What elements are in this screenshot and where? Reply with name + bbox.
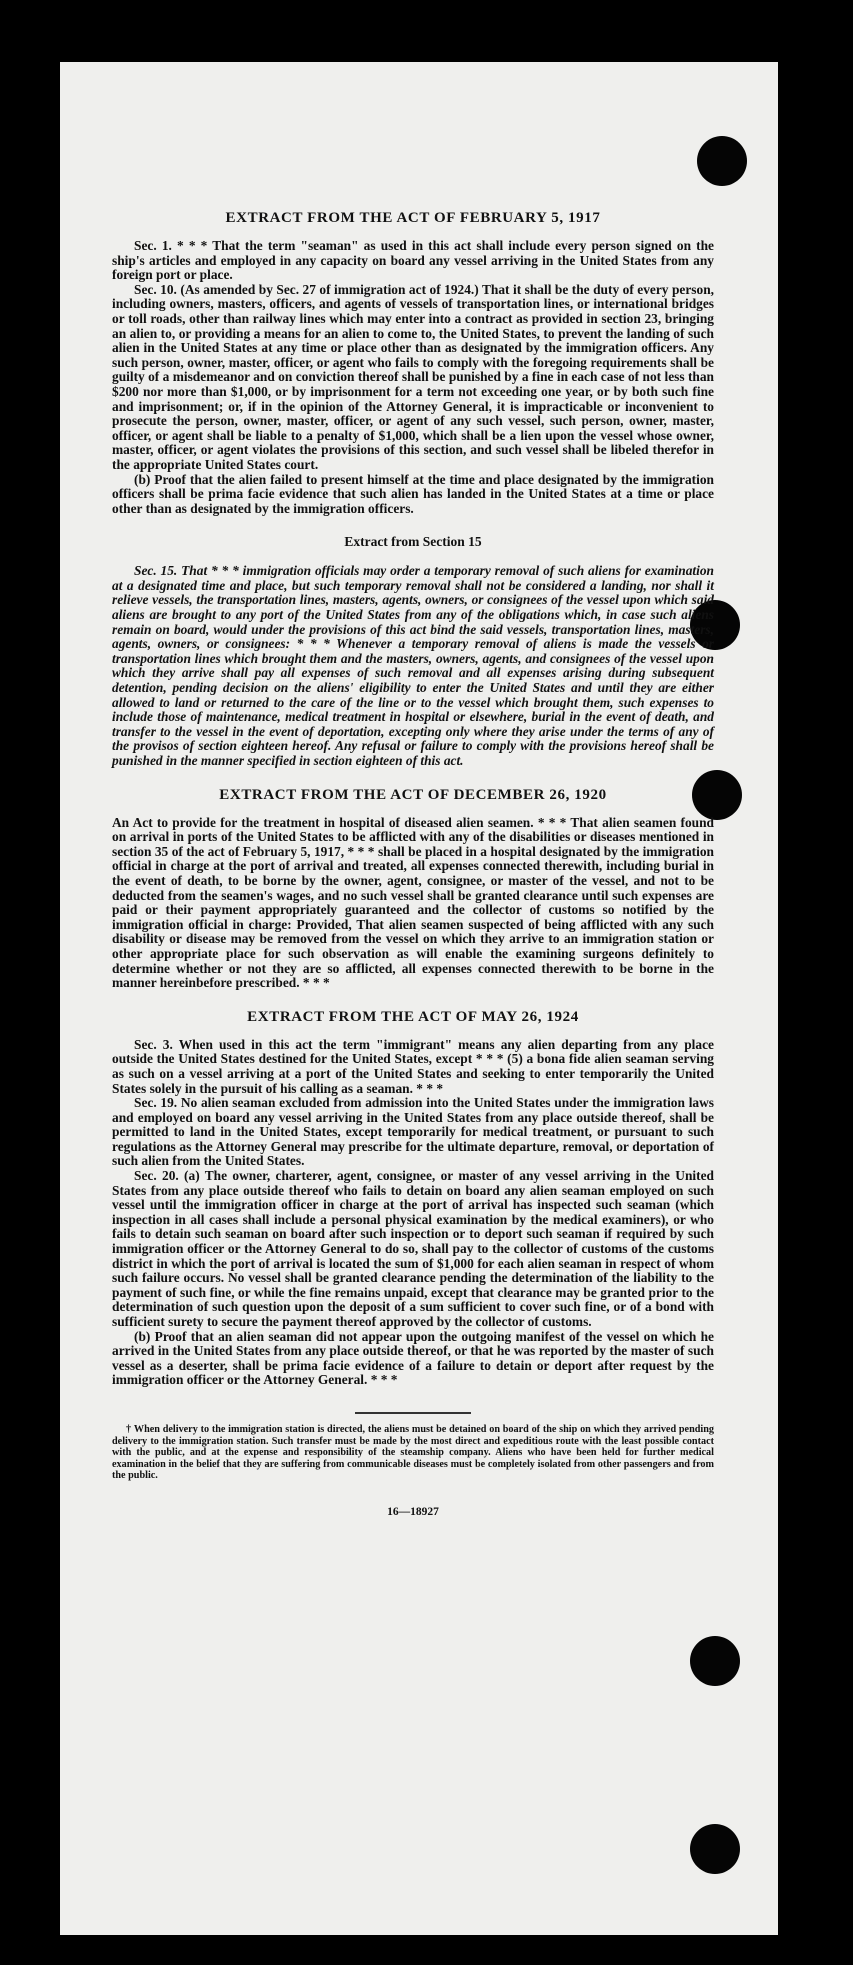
section-19-text: Sec. 19. No alien seaman excluded from admission into the United States under the immigration laws and employed on board any vessel arriving in the United States from any place outside thereof, shall be permitted to land in the United States, except temporarily for medical treatment, or pursuant to such regulations as the Attorney General may prescribe for the ultimate departure, removal, or deportation of such alien from the United States.: [112, 1095, 714, 1169]
footnote-text: † When delivery to the immigration station is directed, the aliens must be detained on board of the ship on which they arrived pending delivery to the immigration station. Such transfer must be made by the most direct and expeditious route with the least possible contact with the public, and at the expense and responsibility of the steamship company. Aliens who have been held for further medical examination in the belief that they are suffering from communicable diseases must be completely isolated from other passengers and from the public.: [112, 1423, 714, 1482]
punch-hole-bottom: [690, 1824, 740, 1874]
document-body: [112, 210, 714, 1518]
section-1-text: Sec. 1. * * * That the term "seaman" as used in this act shall include every person signed on the ship's articles and employed in any capacity on board any vessel arriving in the United States from any foreign port or place.: [112, 238, 714, 283]
heading-act-1920: EXTRACT FROM THE ACT OF DECEMBER 26, 1920: [219, 786, 607, 803]
section-10-text: Sec. 10. (As amended by Sec. 27 of immigration act of 1924.) That it shall be the duty of every person, including owners, masters, officers, and agents of vessels of transportation lines, or international bridges or toll roads, other than railway lines which may enter into a contract as provided in section 23, bringing an alien to, or providing a means for an alien to come to, the United States, to prevent the landing of such alien in the United States at any time or place other than as designated by the immigration officers. Any such person, owner, master, officer, or agent who fails to comply with the foregoing requirements shall be guilty of a misdemeanor and on conviction thereof shall be punished by a fine in each case of not less than $200 nor more than $1,000, or by imprisonment for a term not exceeding one year, or by both such fine and imprisonment; or, if in the opinion of the Attorney General, it is impracticable or inconvenient to prosecute the person, owner, master, officer, or agent of any such vessel, such person, owner, master, officer, or agent shall be liable to a penalty of $1,000, which shall be a lien upon the vessel whose owner, master, officer, or agent violates the provisions of this section, and such vessel shall be libeled therefor in the appropriate United States court.: [112, 281, 714, 472]
section-15-text: Sec. 15. That * * * immigration officials may order a temporary removal of such aliens for examination at a designated time and place, but such temporary removal shall not be considered a landing, nor shall it relieve vessels, the transportation lines, masters, agents, owners, or consignees of the vessel upon which said aliens are brought to any port of the United States from any of the obligations which, in case such aliens remain on board, would under the provisions of this act bind the said vessels, transportation lines, masters, agents, owners, or consignees: * * * Whenever a temporary removal of aliens is made the vessels or transportation lines which brought them and the masters, owners, agents, and consignees of the vessel upon which they arrive shall pay all expenses of such removal and all expenses arising during subsequent detention, pending decision on the aliens' eligibility to enter the United States and until they are either allowed to land or returned to the care of the line or to the vessel which brought them, such expenses to include those of maintenance, medical treatment in hospital or elsewhere, burial in the event of death, and transfer to the vessel in the event of deportation, excepting only where they arise under the terms of any of the provisos of section eighteen hereof. Any refusal or failure to comply with the provisions hereof shall be punished in the manner specified in section eighteen of this act.: [112, 563, 714, 768]
form-number: 16—18927: [387, 1505, 439, 1518]
heading-section-15: Extract from Section 15: [344, 534, 482, 550]
heading-act-1917: EXTRACT FROM THE ACT OF FEBRUARY 5, 1917: [225, 210, 601, 226]
punch-hole-lower: [690, 1636, 740, 1686]
section-20b-text: (b) Proof that an alien seaman did not appear upon the outgoing manifest of the vessel on which he arrived in the United States from any place outside thereof, or that he was reported by the master of such vessel as a deserter, shall be prima facie evidence of a failure to detain or deport after request by the immigration officer or the Attorney General. * * *: [112, 1328, 714, 1388]
section-20-text: Sec. 20. (a) The owner, charterer, agent, consignee, or master of any vessel arriving in the United States from any place outside thereof who fails to detain on board any alien seaman employed on such vessel until the immigration officer in charge at the port of arrival has inspected such seaman (which inspection in all cases shall include a personal physical examination by the medical examiners), or who fails to detain such seaman on board after such inspection or to deport such seaman if required by such immigration officer or the Attorney General to do so, shall pay to the collector of customs of the customs district in which the port of arrival is located the sum of $1,000 for each alien seaman in respect of whom such failure occurs. No vessel shall be granted clearance pending the determination of the liability to the payment of such fine, or while the fine remains unpaid, except that clearance may be granted prior to the determination of such question upon the deposit of a sum sufficient to cover such fine, or of a bond with sufficient surety to secure the payment thereof approved by the collector of customs.: [112, 1168, 714, 1329]
act-1920-text: An Act to provide for the treatment in hospital of diseased alien seamen. * * * That alien seamen found on arrival in ports of the United States to be afflicted with any of the disabilities or diseases mentioned in section 35 of the act of February 5, 1917, * * * shall be placed in a hospital designated by the immigration official in charge at the port of arrival and treated, all expenses connected therewith, including burial in the event of death, to be borne by the owner, agent, consignee, or master of the vessel, and not to be deducted from the seamen's wages, and no such vessel shall be granted clearance until such expenses are paid or their payment appropriately guaranteed and the collector of customs so notified by the immigration official in charge: Provided, That alien seamen suspected of being afflicted with any such disability or disease may be removed from the vessel on which they arrive to an immigration station or other appropriate place for such observation as will enable the examining surgeons definitely to determine whether or not they are so afflicted, all expenses connected therewith to be borne in the manner hereinbefore prescribed. * * *: [112, 814, 714, 991]
section-3-text: Sec. 3. When used in this act the term "immigrant" means any alien departing from any place outside the United States destined for the United States, except * * * (5) a bona fide alien seaman serving as such on a vessel arriving at a port of the United States and seeking to enter temporarily the United States solely in the pursuit of his calling as a seaman. * * *: [112, 1036, 714, 1096]
document-page: [60, 62, 778, 1935]
punch-hole-top: [697, 136, 747, 186]
section-10b-text: (b) Proof that the alien failed to present himself at the time and place designated by the immigration officers shall be prima facie evidence that such alien has landed in the United States at a time or place other than as designated by the immigration officers.: [112, 471, 714, 516]
footnote-divider: [355, 1412, 471, 1414]
heading-act-1924: EXTRACT FROM THE ACT OF MAY 26, 1924: [247, 1008, 579, 1025]
